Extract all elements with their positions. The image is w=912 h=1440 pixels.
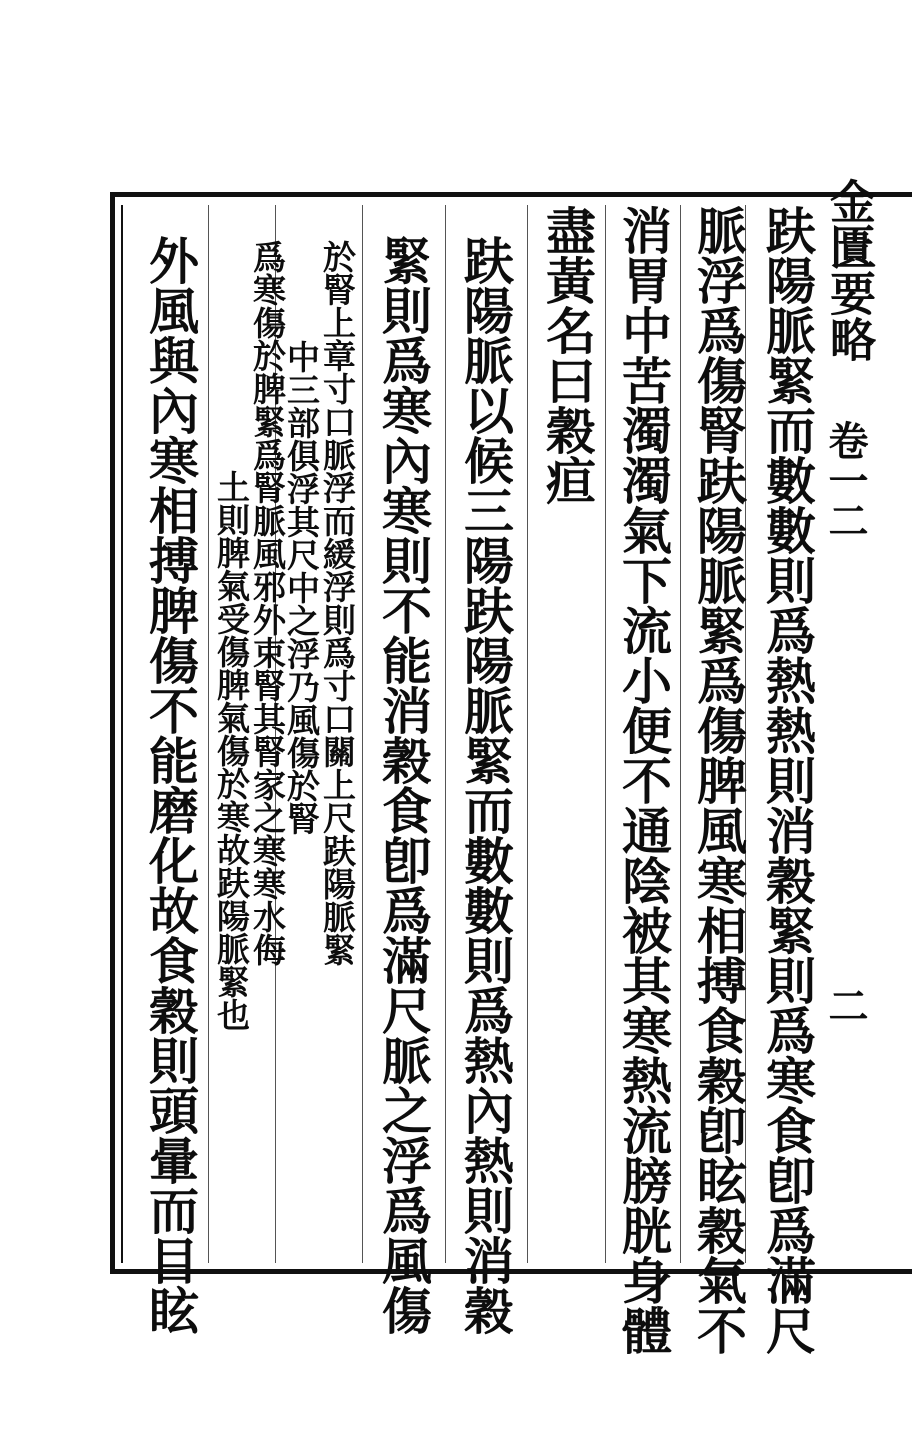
text-column-6: 緊則爲寒內寒則不能消穀食卽爲滿尺脈之浮爲風傷 bbox=[374, 235, 433, 1335]
text-column-7: 外風與內寒相搏脾傷不能磨化故食穀則頭暈而目眩 bbox=[141, 235, 200, 1335]
commentary-column-2: 中三部俱浮其尺中之浮乃風傷於腎 bbox=[282, 340, 321, 835]
page-header-title: 金匱要略 bbox=[823, 178, 877, 362]
column-rule bbox=[362, 205, 363, 1263]
text-column-3: 消胃中苦濁濁氣下流小便不通陰被其寒熱流膀胱身體 bbox=[614, 205, 673, 1355]
folio-volume-marker: 卷一二 bbox=[822, 420, 869, 540]
inner-border-line bbox=[121, 205, 123, 1263]
column-rule bbox=[445, 205, 446, 1263]
commentary-column-4: 土則脾氣受傷脾氣傷於寒故趺陽脈緊也 bbox=[212, 470, 251, 1031]
text-column-5: 趺陽脈以候三陽趺陽脈緊而數數則爲熱內熱則消穀 bbox=[456, 235, 515, 1335]
column-rule bbox=[605, 205, 606, 1263]
column-rule bbox=[680, 205, 681, 1263]
column-rule bbox=[527, 205, 528, 1263]
text-column-2: 脈浮爲傷腎趺陽脈緊爲傷脾風寒相搏食穀卽眩穀氣不 bbox=[689, 205, 748, 1355]
commentary-column-3: 爲寒傷於脾緊爲腎脈風邪外束腎其腎家之寒寒水侮 bbox=[248, 240, 287, 966]
folio-page-number: 二 bbox=[822, 985, 869, 1025]
column-rule bbox=[208, 205, 209, 1263]
text-column-4: 盡黃名曰穀疸 bbox=[538, 205, 597, 505]
commentary-column-1: 於腎上章寸口脈浮而緩浮則爲寸口關上尺趺陽脈緊 bbox=[318, 240, 357, 966]
text-column-1: 趺陽脈緊而數數則爲熱熱則消穀緊則爲寒食卽爲滿尺 bbox=[758, 205, 817, 1355]
